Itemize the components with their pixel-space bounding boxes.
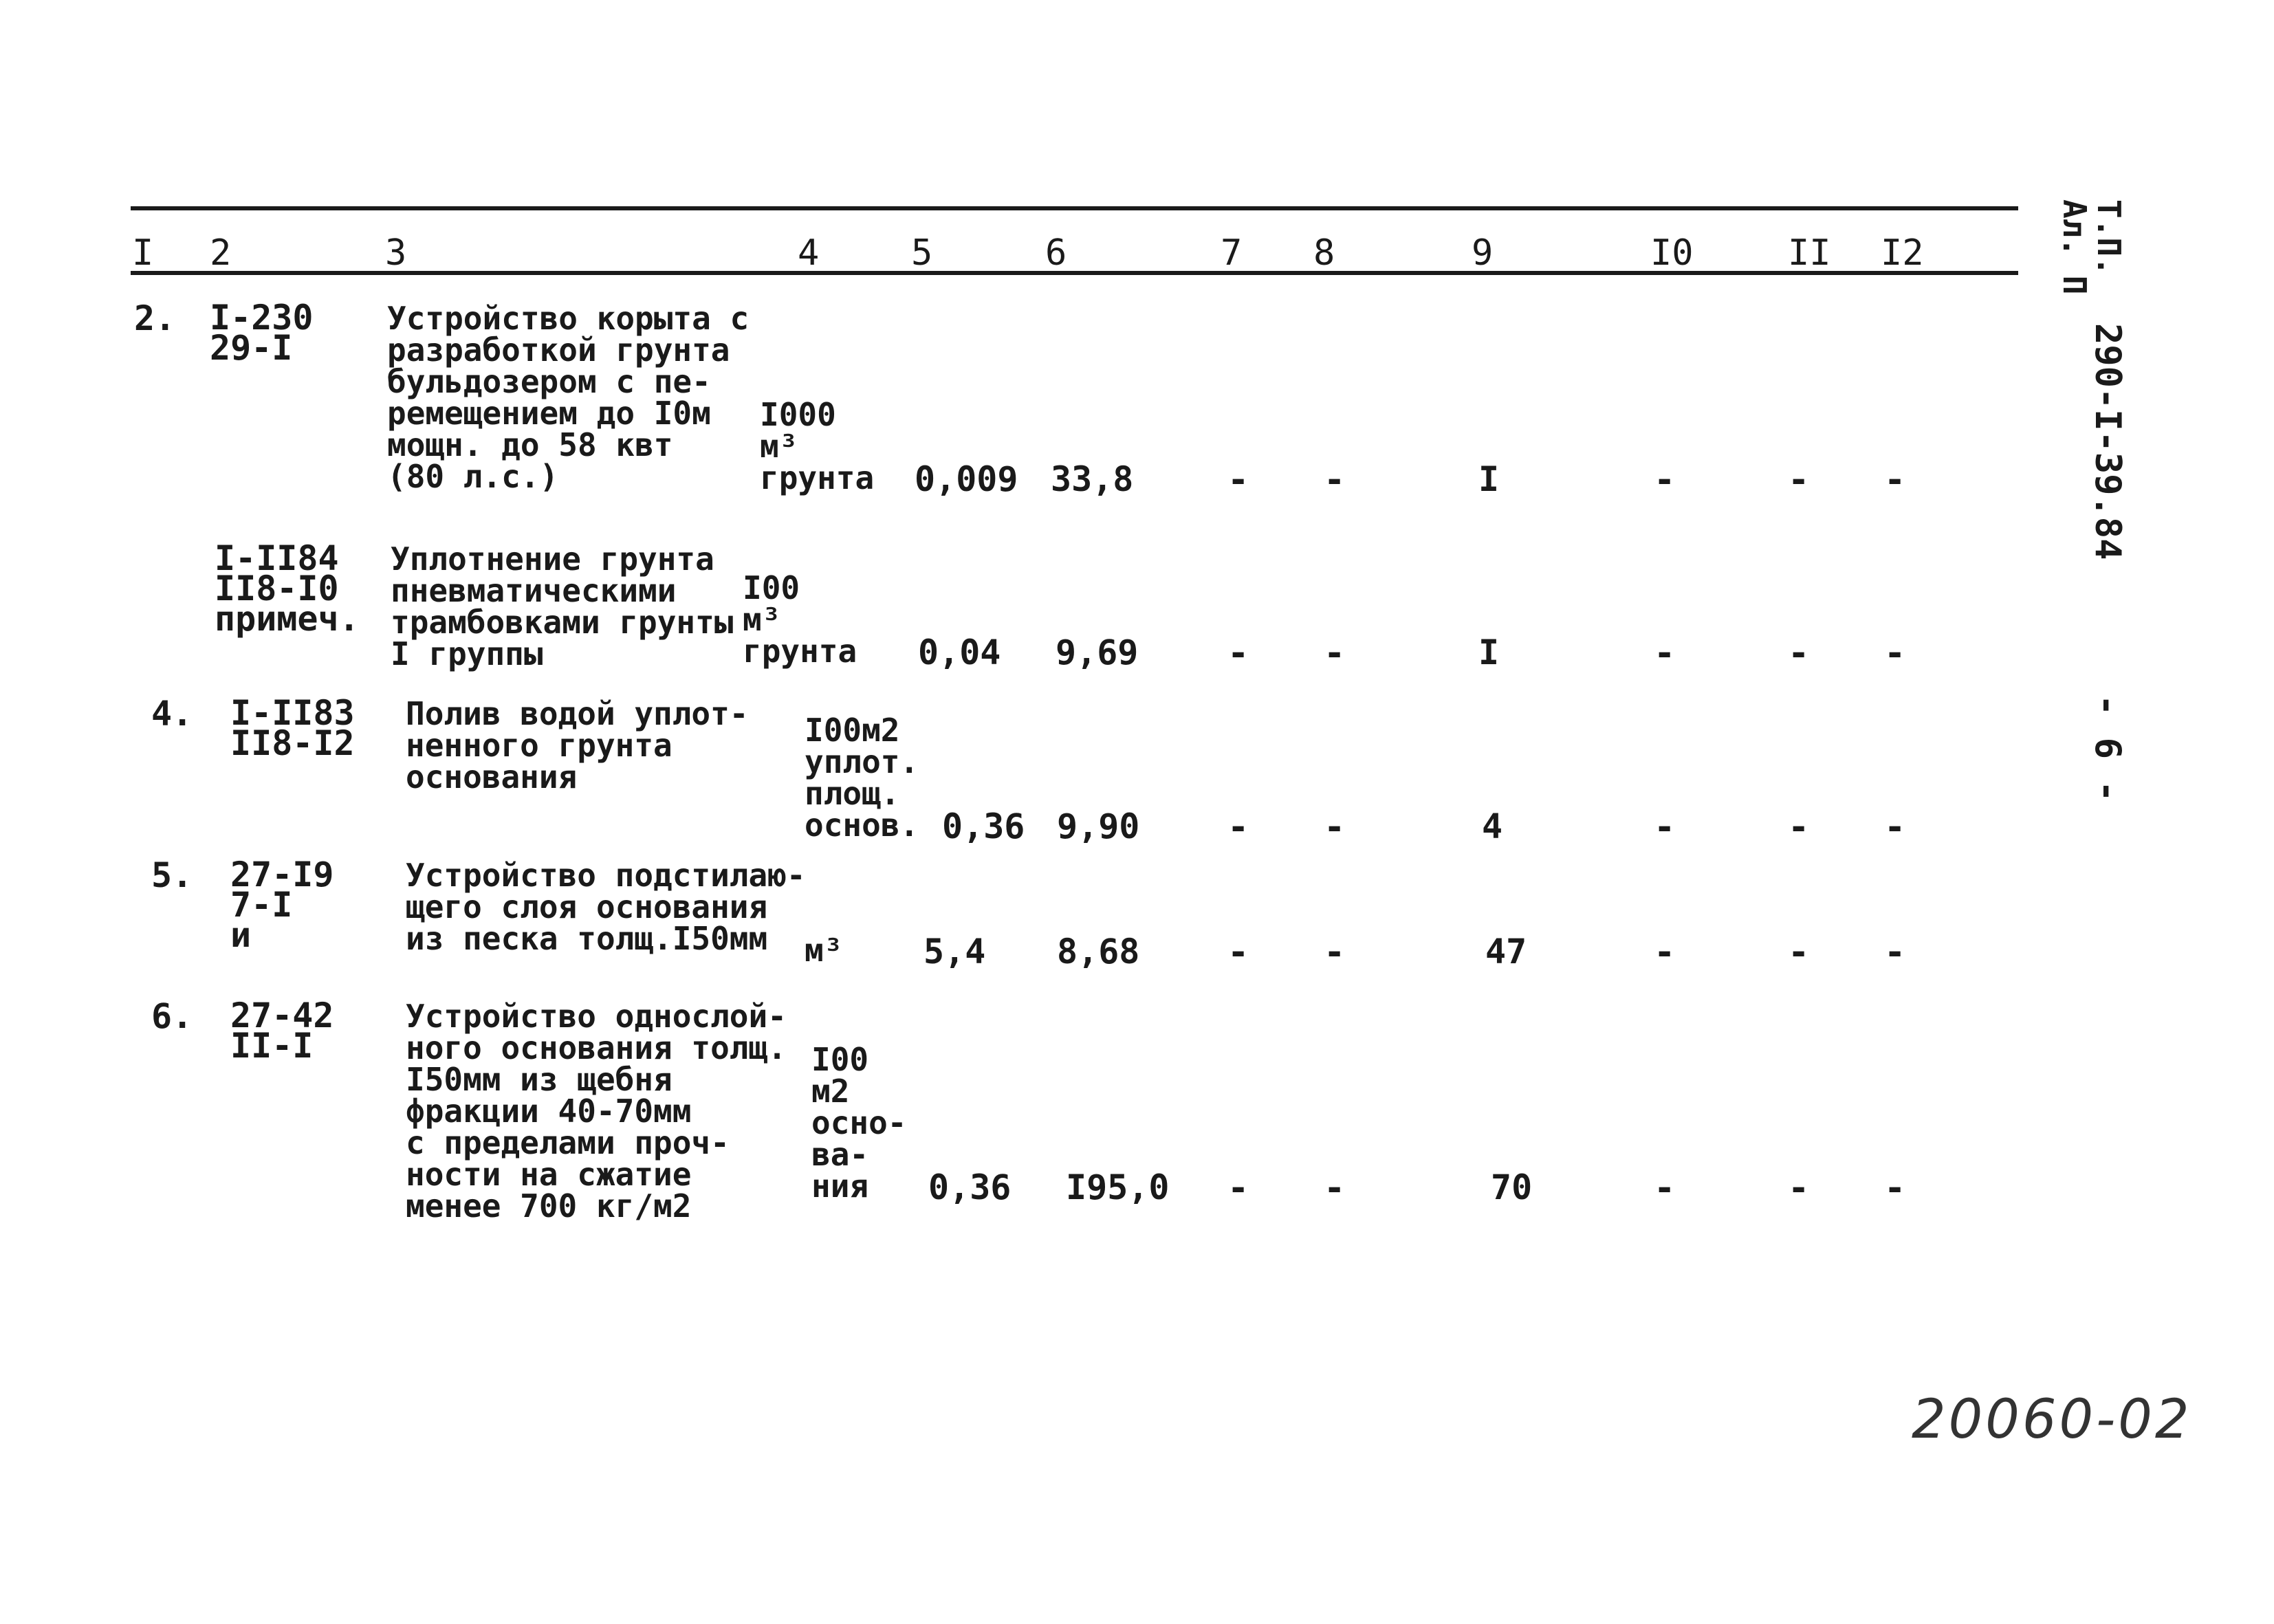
column-12-value: - [1884, 459, 1906, 501]
column-9-value: I [1478, 459, 1500, 499]
column-8-value: - [1324, 633, 1346, 674]
column-6-value: I95,0 [1066, 1167, 1170, 1207]
quantity: 0,009 [915, 459, 1018, 499]
row-number: 6. [151, 996, 193, 1036]
column-header-4: 4 [798, 232, 820, 274]
column-header-5: 5 [911, 232, 933, 274]
column-11-value: - [1788, 1167, 1810, 1209]
norm-code: 27-I9 7-I и [230, 855, 334, 955]
norm-code: I-II84 II8-I0 примеч. [215, 538, 360, 639]
work-description: Устройство корыта с разработкой грунта бульдозером с пе- ремещением до I0м мощн. до 58 квт (80 л.с.) [387, 300, 750, 495]
column-header-7: 7 [1221, 232, 1243, 274]
quantity: 0,04 [918, 633, 1001, 672]
norm-code: 27-42 II-I [230, 996, 334, 1066]
unit-of-measure: I00 м2 осно- ва- ния [811, 1041, 907, 1205]
quantity: 0,36 [942, 806, 1025, 846]
column-7-value: - [1227, 806, 1249, 848]
header-bottom-rule [131, 271, 2018, 275]
quantity: 0,36 [928, 1167, 1012, 1207]
quantity: 5,4 [923, 932, 986, 972]
column-7-value: - [1227, 932, 1249, 973]
page-number: - 6 - [2087, 694, 2128, 802]
row-number: 4. [151, 694, 193, 734]
column-9-value: I [1478, 633, 1500, 672]
column-7-value: - [1227, 633, 1249, 674]
row-number: 5. [151, 855, 193, 895]
work-description: Полив водой уплот- ненного грунта основания [406, 695, 749, 795]
column-9-value: 4 [1482, 806, 1503, 846]
column-12-value: - [1884, 1167, 1906, 1209]
column-10-value: - [1654, 1167, 1676, 1209]
column-header-10: I0 [1650, 232, 1694, 274]
column-header-11: II [1788, 232, 1831, 274]
unit-of-measure: I00м2 уплот. площ. основ. [805, 712, 919, 844]
work-description: Устройство подстилаю- щего слоя основания из песка толщ.I50мм [406, 857, 806, 957]
column-8-value: - [1324, 1167, 1346, 1209]
column-11-value: - [1788, 459, 1810, 501]
sheet-label: Т.П. Ал. П [2056, 199, 2128, 295]
column-9-value: 47 [1485, 932, 1527, 972]
table-top-rule [131, 206, 2018, 210]
column-6-value: 33,8 [1051, 459, 1134, 499]
unit-of-measure: м³ [805, 932, 843, 969]
work-description: Устройство однослой- ного основания толщ. I50мм из щебня фракции 40-70мм с пределами проч- ности на сжатие менее 700 кг/м2 [406, 998, 787, 1225]
norm-code: I-230 29-I [210, 298, 314, 368]
project-code: 290-I-39.84 [2087, 323, 2128, 560]
column-10-value: - [1654, 633, 1676, 674]
column-header-6: 6 [1045, 232, 1067, 274]
column-header-12: I2 [1881, 232, 1924, 274]
column-11-value: - [1788, 932, 1810, 973]
unit-of-measure: I000 м³ грунта [760, 396, 875, 496]
column-8-value: - [1324, 806, 1346, 848]
column-12-value: - [1884, 806, 1906, 848]
norm-code: I-II83 II8-I2 [230, 693, 355, 763]
column-7-value: - [1227, 1167, 1249, 1209]
column-9-value: 70 [1491, 1167, 1533, 1207]
column-6-value: 9,90 [1057, 806, 1140, 846]
row-number: 2. [134, 298, 176, 338]
column-10-value: - [1654, 932, 1676, 973]
column-11-value: - [1788, 806, 1810, 848]
column-header-3: 3 [385, 232, 407, 274]
column-header-2: 2 [210, 232, 232, 274]
column-header-1: I [132, 232, 154, 274]
column-6-value: 9,69 [1056, 633, 1139, 672]
column-12-value: - [1884, 633, 1906, 674]
column-10-value: - [1654, 459, 1676, 501]
column-6-value: 8,68 [1057, 932, 1140, 972]
column-header-9: 9 [1472, 232, 1494, 274]
inventory-number: 20060-02 [1912, 1389, 2192, 1451]
column-8-value: - [1324, 459, 1346, 501]
column-10-value: - [1654, 806, 1676, 848]
work-description: Уплотнение грунта пневматическими трамбовками грунты I группы [391, 540, 734, 672]
unit-of-measure: I00 м³ грунта [743, 569, 857, 670]
column-7-value: - [1227, 459, 1249, 501]
column-8-value: - [1324, 932, 1346, 973]
column-11-value: - [1788, 633, 1810, 674]
column-12-value: - [1884, 932, 1906, 973]
column-header-8: 8 [1313, 232, 1335, 274]
